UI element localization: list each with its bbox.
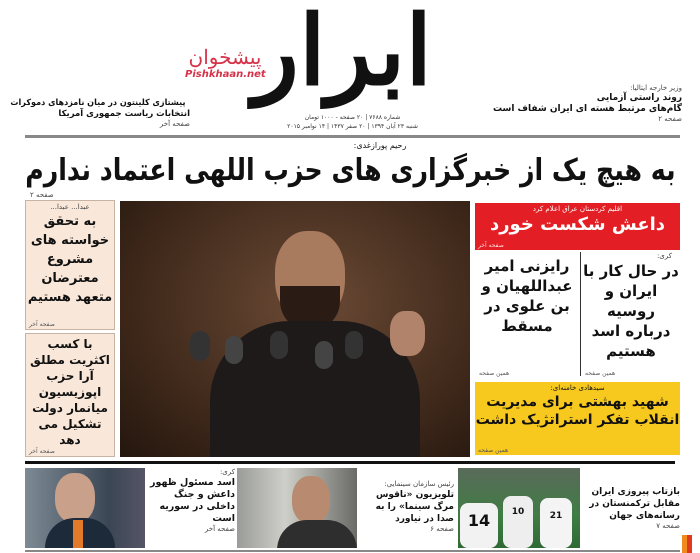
bottom-story-3-text: بازتاب پیروزی ایران مقابل ترکمنستان در رسانه‌های جهان — [589, 487, 680, 521]
left-story-2-page: صفحه آخر — [29, 448, 55, 455]
bottom-rule — [25, 461, 675, 464]
story-kerry-kicker: کری: — [656, 252, 672, 260]
jersey-2: 10 — [503, 496, 533, 548]
headline-page: صفحه ۲ — [30, 191, 54, 199]
issue-line-1: شماره ۷۶۸۸ | ۲۰ صفحه - ۱۰۰۰ تومان — [304, 114, 401, 121]
story-muscat[interactable] — [476, 256, 578, 378]
bottom-story-2-text: تلویزیون «ناقوس مرگ سینما» را به صدا در نیاورد — [375, 490, 454, 524]
story-muscat-page: همین صفحه — [479, 370, 510, 377]
kerry-photo — [25, 468, 145, 548]
left-story-1-page: صفحه آخر — [29, 321, 55, 328]
bottom-story-2-page: صفحه ۶ — [430, 525, 454, 533]
watermark-en: Pishkhaan.net — [185, 69, 266, 80]
teaser-left-line2: انتخابات ریاست جمهوری آمریکا — [58, 109, 190, 119]
left-story-1-text: به تحقق خواسته های مشروع معترضان متعهد هستیم — [27, 214, 113, 305]
teaser-right-line2: گام‌های مرتبط هسته ای ایران شفاف است — [492, 104, 682, 114]
football-photo — [458, 468, 580, 548]
story-kerry-page: همین صفحه — [585, 370, 616, 377]
bottom-story-2[interactable] — [360, 480, 454, 534]
red-box-page: صفحه آخر — [478, 242, 504, 249]
cinema-head-photo — [237, 468, 357, 548]
bottom-story-1-kicker: کری: — [219, 468, 235, 476]
yellow-box-headline: شهید بهشتی برای مدیریت انقلاب تفکر استراتژیک داشت — [475, 394, 680, 428]
column-divider — [580, 252, 581, 376]
red-box-headline: داعش شکست خورد — [489, 214, 666, 235]
jersey-1: 14 — [460, 503, 498, 548]
headline-kicker: رحیم پورازغدی: — [353, 141, 407, 150]
story-muscat-text: رایزنی امیر عبداللهیان و بن علوی در مسقط — [481, 257, 573, 335]
yellow-box-kicker: سیدهادی خامنه‌ای: — [550, 384, 605, 392]
yellow-box-page: همین صفحه — [478, 447, 509, 454]
masthead-logo: ابرار — [252, 0, 432, 107]
main-headline[interactable]: به هیچ یک از خبرگزاری های حزب اللهی اعتماد ندارم — [24, 153, 676, 188]
bottom-story-3[interactable] — [583, 486, 680, 531]
main-photo — [120, 201, 470, 457]
teaser-right-line1: روند راستی آزمایی — [596, 93, 682, 103]
main-headline-wrap — [25, 152, 675, 190]
left-story-1[interactable] — [25, 200, 115, 330]
divider — [25, 135, 680, 138]
teaser-left-line1: پیشتازی کلینتون در میان نامزدهای دموکرات — [10, 98, 186, 108]
watermark-fa: پیشخوان — [188, 45, 262, 69]
jersey-3: 21 — [540, 498, 572, 548]
bottom-story-1-page: صفحه آخر — [204, 525, 235, 533]
teaser-left-page: صفحه آخر — [159, 120, 190, 128]
microphones — [180, 331, 410, 339]
yellow-box-story[interactable] — [475, 382, 680, 455]
left-story-2[interactable] — [25, 333, 115, 457]
teaser-right-kicker: وزیر خارجه ایتالیا: — [630, 84, 682, 92]
watermark — [185, 45, 265, 81]
teaser-left[interactable] — [10, 98, 190, 129]
corner-mark — [682, 535, 692, 553]
teaser-right[interactable] — [470, 84, 682, 124]
red-box-kicker: اقلیم کردستان عراق اعلام کرد — [532, 205, 623, 213]
teaser-right-page: صفحه ۲ — [658, 115, 682, 123]
left-story-2-text: با کسب اکثریت مطلق آرا حزب اپوزیسیون میانمار دولت تشکیل می دهد — [30, 337, 110, 447]
bottom-story-1-text: اسد مسئول ظهور داعش و جنگ داخلی در سوریه است — [150, 477, 235, 524]
bottom-story-3-page: صفحه ۷ — [656, 522, 680, 530]
issue-line-2: شنبه ۲۳ آبان ۱۳۹۴ | ۲۰ صفر ۱۴۳۷ | ۱۴ نوامبر ۲۰۱۵ — [287, 123, 418, 130]
bottom-story-1[interactable] — [148, 468, 235, 534]
left-story-1-kicker: عبدا... عبدا... — [50, 203, 90, 211]
story-kerry-text: در حال کار با ایران و روسیه درباره اسد هستیم — [583, 262, 679, 360]
bottom-story-2-kicker: رئیس سازمان سینمایی: — [384, 480, 454, 488]
red-box-story[interactable] — [475, 203, 680, 250]
footer-rule — [25, 550, 680, 552]
story-kerry[interactable] — [582, 252, 680, 378]
